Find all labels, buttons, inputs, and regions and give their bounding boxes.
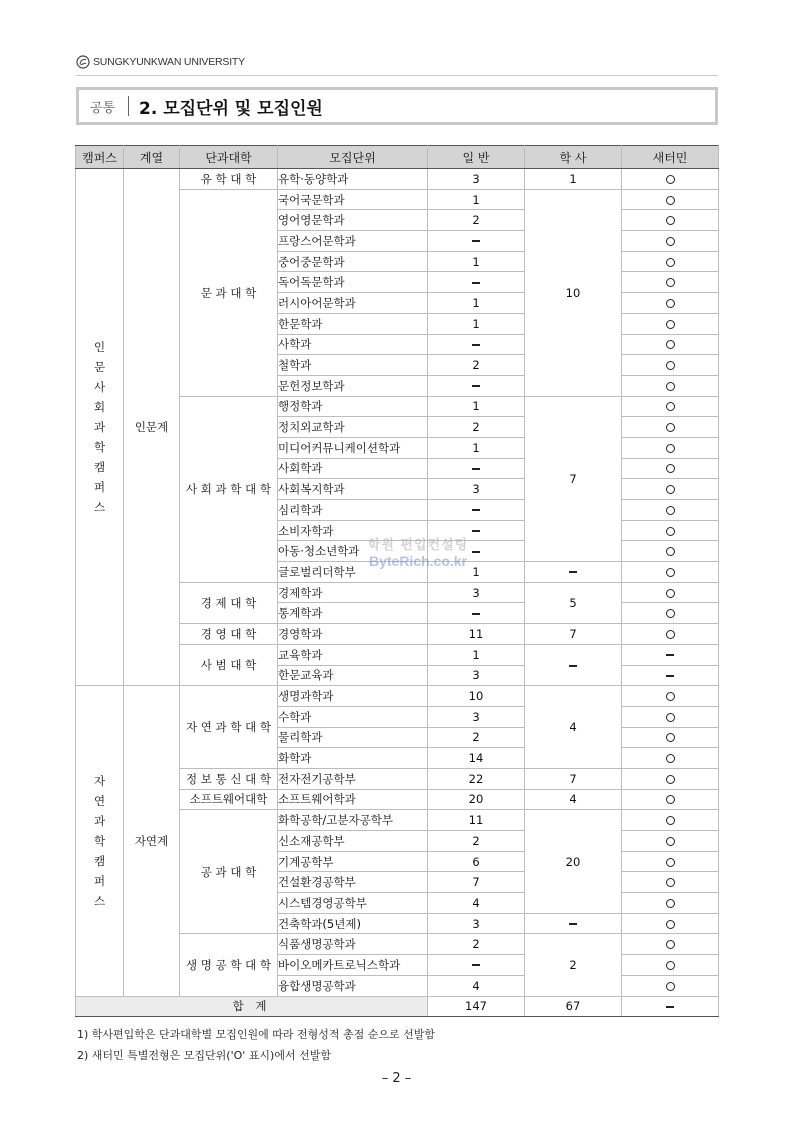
total-bachelor-value: 67: [565, 999, 581, 1014]
footnotes: [77, 1024, 435, 1066]
circle-mark: [666, 237, 675, 246]
table-row: [76, 169, 719, 190]
circle-mark: [666, 444, 675, 453]
defector-cell: [622, 458, 719, 479]
recruitment-table: [75, 145, 719, 1017]
bachelor-cell: [525, 934, 622, 996]
dash-mark: [472, 344, 480, 346]
unit-cell: 기계공학부: [278, 851, 428, 872]
general-cell: [428, 603, 525, 624]
bachelor-cell: [525, 582, 622, 623]
general-cell: [428, 562, 525, 583]
defector-cell: [622, 251, 719, 272]
logo-text: SUNGKYUNKWAN UNIVERSITY: [93, 56, 245, 68]
university-logo: [76, 55, 245, 69]
general-value: 3: [472, 709, 480, 724]
general-value: 3: [472, 668, 480, 683]
dash-mark: [472, 282, 480, 284]
general-value: 6: [472, 854, 480, 869]
general-cell: [428, 893, 525, 914]
circle-mark: [666, 795, 675, 804]
general-value: 2: [472, 730, 480, 745]
campus-cell: 자 연 과 학 캠 퍼 스: [76, 686, 124, 996]
college-cell: 사 범 대 학: [180, 644, 278, 685]
unit-cell: 수학과: [278, 706, 428, 727]
college-cell: 공 과 대 학: [180, 810, 278, 934]
circle-mark: [666, 402, 675, 411]
bachelor-cell: [525, 562, 622, 583]
general-cell: [428, 251, 525, 272]
bachelor-value: 10: [565, 285, 581, 300]
general-cell: [428, 541, 525, 562]
defector-cell: [622, 748, 719, 769]
circle-mark: [666, 733, 675, 742]
circle-mark: [666, 299, 675, 308]
circle-mark: [666, 961, 675, 970]
defector-cell: [622, 272, 719, 293]
general-value: 3: [472, 171, 480, 186]
general-cell: [428, 375, 525, 396]
general-cell: [428, 768, 525, 789]
circle-mark: [666, 609, 675, 618]
general-cell: [428, 582, 525, 603]
college-cell: 유 학 대 학: [180, 169, 278, 190]
defector-cell: [622, 893, 719, 914]
college-cell: 경 제 대 학: [180, 582, 278, 623]
defector-cell: [622, 541, 719, 562]
unit-cell: 사학과: [278, 334, 428, 355]
general-cell: [428, 272, 525, 293]
unit-cell: 한문교육과: [278, 665, 428, 686]
circle-mark: [666, 278, 675, 287]
dash-mark: [472, 240, 480, 242]
unit-cell: 중어중문학과: [278, 251, 428, 272]
total-label: 합 계: [76, 996, 428, 1017]
defector-cell: [622, 706, 719, 727]
general-value: 7: [472, 875, 480, 890]
table-row: [76, 686, 719, 707]
general-cell: [428, 644, 525, 665]
circle-mark: [666, 506, 675, 515]
bachelor-cell: [525, 644, 622, 685]
section-title-box: [76, 87, 718, 125]
total-general: [428, 996, 525, 1017]
general-value: 11: [468, 626, 484, 641]
general-value: 3: [472, 585, 480, 600]
unit-cell: 시스템경영공학부: [278, 893, 428, 914]
total-row: [76, 996, 719, 1017]
defector-cell: [622, 624, 719, 645]
bachelor-cell: [525, 396, 622, 562]
dash-mark: [569, 923, 577, 925]
dash-mark: [666, 1006, 674, 1008]
defector-cell: [622, 210, 719, 231]
defector-cell: [622, 768, 719, 789]
bachelor-value: 1: [569, 171, 577, 186]
defector-cell: [622, 686, 719, 707]
general-cell: [428, 686, 525, 707]
defector-cell: [622, 231, 719, 252]
circle-mark: [666, 216, 675, 225]
general-cell: [428, 789, 525, 810]
circle-mark: [666, 878, 675, 887]
defector-cell: [622, 644, 719, 665]
watermark-line2: ByteRich.co.kr: [368, 553, 468, 569]
general-value: 10: [468, 689, 484, 704]
total-bachelor: [525, 996, 622, 1017]
unit-cell: 미디어커뮤니케이션학과: [278, 437, 428, 458]
general-cell: [428, 810, 525, 831]
circle-mark: [666, 382, 675, 391]
campus-cell: 인 문 사 회 과 학 캠 퍼 스: [76, 169, 124, 686]
col-header-bachelor: 학 사: [525, 146, 622, 169]
circle-mark: [666, 816, 675, 825]
general-value: 4: [472, 895, 480, 910]
general-value: 4: [472, 978, 480, 993]
circle-mark: [666, 589, 675, 598]
circle-mark: [666, 196, 675, 205]
general-cell: [428, 665, 525, 686]
circle-mark: [666, 713, 675, 722]
defector-cell: [622, 479, 719, 500]
circle-mark: [666, 630, 675, 639]
general-cell: [428, 189, 525, 210]
college-cell: 문 과 대 학: [180, 189, 278, 396]
bachelor-cell: [525, 686, 622, 769]
unit-cell: 영어영문학과: [278, 210, 428, 231]
circle-mark: [666, 692, 675, 701]
bachelor-cell: [525, 169, 622, 190]
col-header-college: 단과대학: [180, 146, 278, 169]
bachelor-cell: [525, 768, 622, 789]
dash-mark: [472, 551, 480, 553]
defector-cell: [622, 189, 719, 210]
general-cell: [428, 169, 525, 190]
circle-mark: [666, 485, 675, 494]
unit-cell: 철학과: [278, 355, 428, 376]
general-cell: [428, 479, 525, 500]
defector-cell: [622, 810, 719, 831]
defector-cell: [622, 913, 719, 934]
defector-cell: [622, 334, 719, 355]
bachelor-value: 7: [569, 471, 577, 486]
general-value: 2: [472, 213, 480, 228]
circle-mark: [666, 175, 675, 184]
general-cell: [428, 624, 525, 645]
general-value: 2: [472, 833, 480, 848]
defector-cell: [622, 934, 719, 955]
defector-cell: [622, 831, 719, 852]
defector-cell: [622, 851, 719, 872]
defector-cell: [622, 375, 719, 396]
dash-mark: [472, 964, 480, 966]
unit-cell: 경영학과: [278, 624, 428, 645]
section-tag: 공통: [90, 100, 116, 116]
unit-cell: 건설환경공학부: [278, 872, 428, 893]
dash-mark: [472, 468, 480, 470]
defector-cell: [622, 396, 719, 417]
circle-mark: [666, 423, 675, 432]
general-cell: [428, 727, 525, 748]
general-value: 3: [472, 916, 480, 931]
bachelor-cell: [525, 789, 622, 810]
bachelor-cell: [525, 624, 622, 645]
unit-cell: 행정학과: [278, 396, 428, 417]
general-cell: [428, 293, 525, 314]
general-value: 1: [472, 564, 480, 579]
unit-cell: 국어국문학과: [278, 189, 428, 210]
circle-mark: [666, 568, 675, 577]
bachelor-value: 4: [569, 792, 577, 807]
unit-cell: 러시아어문학과: [278, 293, 428, 314]
unit-cell: 전자전기공학부: [278, 768, 428, 789]
unit-cell: 프랑스어문학과: [278, 231, 428, 252]
defector-cell: [622, 955, 719, 976]
general-value: 1: [472, 254, 480, 269]
division-cell: 인문계: [124, 169, 180, 686]
unit-cell: 경제학과: [278, 582, 428, 603]
college-cell: 자 연 과 학 대 학: [180, 686, 278, 769]
col-header-division: 계열: [124, 146, 180, 169]
general-cell: [428, 334, 525, 355]
defector-cell: [622, 562, 719, 583]
general-cell: [428, 355, 525, 376]
unit-cell: 유학·동양학과: [278, 169, 428, 190]
bachelor-cell: [525, 189, 622, 396]
circle-mark: [666, 775, 675, 784]
general-value: 2: [472, 358, 480, 373]
general-cell: [428, 913, 525, 934]
unit-cell: 신소재공학부: [278, 831, 428, 852]
circle-mark: [666, 258, 675, 267]
circle-mark: [666, 899, 675, 908]
dash-mark: [472, 613, 480, 615]
circle-mark: [666, 982, 675, 991]
watermark-line1: 학원 편입컨설팅: [367, 538, 469, 553]
defector-cell: [622, 665, 719, 686]
unit-cell: 문헌정보학과: [278, 375, 428, 396]
unit-cell: 식품생명공학과: [278, 934, 428, 955]
unit-cell: 교육학과: [278, 644, 428, 665]
general-value: 11: [468, 813, 484, 828]
college-cell: 소프트웨어대학: [180, 789, 278, 810]
general-cell: [428, 520, 525, 541]
col-header-campus: 캠퍼스: [76, 146, 124, 169]
defector-cell: [622, 437, 719, 458]
circle-mark: [666, 858, 675, 867]
general-cell: [428, 831, 525, 852]
defector-cell: [622, 169, 719, 190]
circle-mark: [666, 940, 675, 949]
page-number: – 2 –: [381, 1071, 412, 1086]
general-value: 1: [472, 295, 480, 310]
general-cell: [428, 210, 525, 231]
defector-cell: [622, 313, 719, 334]
general-value: 3: [472, 482, 480, 497]
unit-cell: 융합생명공학과: [278, 975, 428, 996]
circle-mark: [666, 464, 675, 473]
bachelor-value: 5: [569, 595, 577, 610]
general-cell: [428, 872, 525, 893]
bachelor-value: 7: [569, 626, 577, 641]
unit-cell: 건축학과(5년제): [278, 913, 428, 934]
division-cell: 자연계: [124, 686, 180, 996]
col-header-defector: 새터민: [622, 146, 719, 169]
unit-cell: 통계학과: [278, 603, 428, 624]
unit-cell: 아동·청소년학과: [278, 541, 428, 562]
circle-mark: [666, 361, 675, 370]
footnote-1: 1) 학사편입학은 단과대학별 모집인원에 따라 전형성적 총점 순으로 선발함: [77, 1028, 436, 1041]
defector-cell: [622, 975, 719, 996]
college-cell: 생 명 공 학 대 학: [180, 934, 278, 996]
bachelor-cell: [525, 810, 622, 913]
defector-cell: [622, 500, 719, 521]
general-value: 1: [472, 192, 480, 207]
total-general-value: 147: [465, 999, 487, 1014]
bachelor-value: 4: [569, 720, 577, 735]
circle-mark: [666, 837, 675, 846]
circle-mark: [666, 320, 675, 329]
general-cell: [428, 975, 525, 996]
general-cell: [428, 313, 525, 334]
dash-mark: [472, 509, 480, 511]
college-cell: 사 회 과 학 대 학: [180, 396, 278, 582]
general-value: 22: [468, 771, 484, 786]
unit-cell: 독어독문학과: [278, 272, 428, 293]
col-header-unit: 모집단위: [278, 146, 428, 169]
general-value: 1: [472, 440, 480, 455]
unit-cell: 사회복지학과: [278, 479, 428, 500]
dash-mark: [666, 675, 674, 677]
unit-cell: 글로벌리더학부: [278, 562, 428, 583]
general-value: 14: [468, 751, 484, 766]
general-value: 2: [472, 937, 480, 952]
defector-cell: [622, 293, 719, 314]
table-body: [76, 169, 719, 1017]
bachelor-cell: [525, 913, 622, 934]
unit-cell: 생명과학과: [278, 686, 428, 707]
bachelor-value: 7: [569, 771, 577, 786]
defector-cell: [622, 603, 719, 624]
general-cell: [428, 500, 525, 521]
footnote-2: 2) 새터민 특별전형은 모집단위('O' 표시)에서 선발함: [77, 1049, 331, 1062]
unit-cell: 사회학과: [278, 458, 428, 479]
dash-mark: [472, 385, 480, 387]
defector-cell: [622, 520, 719, 541]
general-cell: [428, 706, 525, 727]
title-separator: [128, 96, 129, 116]
general-cell: [428, 458, 525, 479]
unit-cell: 정치외교학과: [278, 417, 428, 438]
general-cell: [428, 748, 525, 769]
general-value: 2: [472, 420, 480, 435]
general-value: 20: [468, 792, 484, 807]
unit-cell: 한문학과: [278, 313, 428, 334]
bachelor-value: 20: [565, 854, 581, 869]
skku-emblem-icon: [76, 55, 90, 69]
circle-mark: [666, 754, 675, 763]
dash-mark: [569, 571, 577, 573]
defector-cell: [622, 417, 719, 438]
general-value: 1: [472, 647, 480, 662]
circle-mark: [666, 547, 675, 556]
dash-mark: [569, 665, 577, 667]
general-cell: [428, 417, 525, 438]
general-cell: [428, 955, 525, 976]
defector-cell: [622, 355, 719, 376]
general-value: 1: [472, 316, 480, 331]
unit-cell: 바이오메카트로닉스학과: [278, 955, 428, 976]
unit-cell: 화학과: [278, 748, 428, 769]
unit-cell: 심리학과: [278, 500, 428, 521]
page-title: 2. 모집단위 및 모집인원: [139, 98, 323, 119]
college-cell: 정 보 통 신 대 학: [180, 768, 278, 789]
dash-mark: [666, 654, 674, 656]
unit-cell: 화학공학/고분자공학부: [278, 810, 428, 831]
header-divider: [76, 75, 718, 76]
circle-mark: [666, 920, 675, 929]
total-defector: [622, 996, 719, 1017]
col-header-general: 일 반: [428, 146, 525, 169]
general-cell: [428, 231, 525, 252]
circle-mark: [666, 527, 675, 536]
bachelor-value: 2: [569, 957, 577, 972]
unit-cell: 소프트웨어학과: [278, 789, 428, 810]
defector-cell: [622, 727, 719, 748]
unit-cell: 물리학과: [278, 727, 428, 748]
circle-mark: [666, 340, 675, 349]
table-header-row: [76, 146, 719, 169]
college-cell: 경 영 대 학: [180, 624, 278, 645]
general-value: 1: [472, 399, 480, 414]
general-cell: [428, 934, 525, 955]
dash-mark: [472, 530, 480, 532]
general-cell: [428, 437, 525, 458]
unit-cell: 소비자학과: [278, 520, 428, 541]
general-cell: [428, 851, 525, 872]
defector-cell: [622, 582, 719, 603]
defector-cell: [622, 872, 719, 893]
general-cell: [428, 396, 525, 417]
defector-cell: [622, 789, 719, 810]
